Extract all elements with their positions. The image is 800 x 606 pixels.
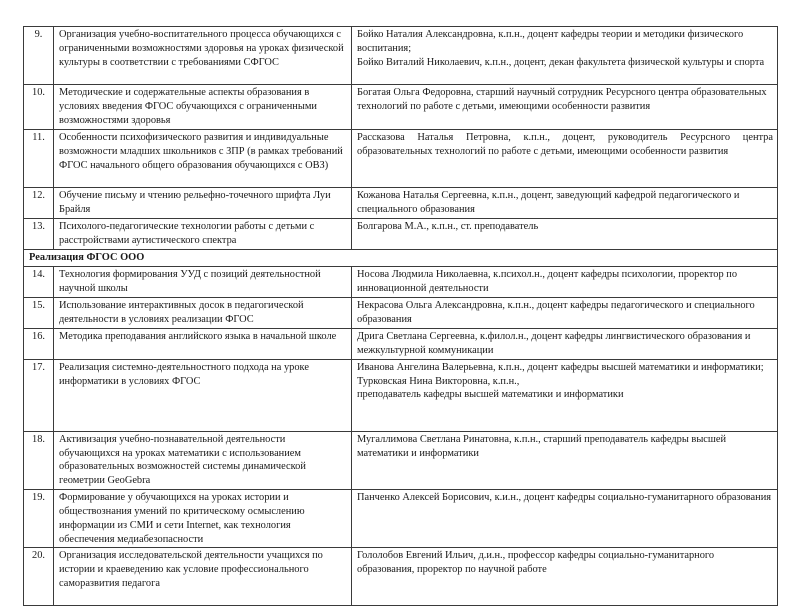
- table-row: [24, 359, 778, 431]
- row-topic: Технология формирования УУД с позиций деятельностной научной школы: [54, 266, 352, 297]
- row-number: 12.: [24, 188, 54, 219]
- table-row: [24, 266, 778, 297]
- row-presenter: Болгарова М.А., к.п.н., ст. преподаватель: [352, 219, 778, 250]
- row-topic: Организация исследовательской деятельности учащихся по истории и краеведению как условие профессионального саморазвития педагога: [54, 548, 352, 606]
- row-number: 13.: [24, 219, 54, 250]
- row-presenter: Гололобов Евгений Ильич, д.и.н., профессор кафедры социально-гуманитарного образования, проректор по научной работе: [352, 548, 778, 606]
- row-presenter: Носова Людмила Николаевна, к.психол.н., доцент кафедры психологии, проректор по инновационной деятельности: [352, 266, 778, 297]
- row-topic: Особенности психофизического развития и индивидуальные возможности младших школьников с ЗПР (в рамках требований ФГОС начального общего образования обучающихся с ОВЗ): [54, 130, 352, 188]
- cell-line: Иванова Ангелина Валерьевна, к.п.н., доцент кафедры высшей математики и информатики;: [357, 361, 764, 373]
- table-row: [24, 188, 778, 219]
- row-topic: Активизация учебно-познавательной деятельности обучающихся на уроках математики с использованием образовательных возможностей системы динамической геометрии GeoGebra: [54, 431, 352, 489]
- row-presenter: Панченко Алексей Борисович, к.и.н., доцент кафедры социально-гуманитарного образования: [352, 490, 778, 548]
- row-topic: Использование интерактивных досок в педагогической деятельности в условиях реализации ФГОС: [54, 297, 352, 328]
- table-row: [24, 130, 778, 188]
- row-number: 16.: [24, 328, 54, 359]
- row-number: 14.: [24, 266, 54, 297]
- row-presenter: Дрига Светлана Сергеевна, к.филол.н., доцент кафедры лингвистического образования и межкультурной коммуникации: [352, 328, 778, 359]
- row-presenter: [352, 27, 778, 85]
- table-row: [24, 85, 778, 130]
- cell-line: Турковская Нина Викторовна, к.п.н.,: [357, 375, 520, 387]
- row-number: 11.: [24, 130, 54, 188]
- table-row: [24, 431, 778, 489]
- table-row: [24, 328, 778, 359]
- row-topic: Методика преподавания английского языка в начальной школе: [54, 328, 352, 359]
- course-topics-table: [23, 26, 778, 606]
- cell-line: Бойко Виталий Николаевич, к.п.н., доцент, декан факультета физической культуры и спорта: [357, 56, 765, 68]
- row-presenter: Богатая Ольга Федоровна, старший научный сотрудник Ресурсного центра образовательных технологий по работе с детьми, имеющими особенности развития: [352, 85, 778, 130]
- row-presenter: Некрасова Ольга Александровна, к.п.н., доцент кафедры педагогического и специального образования: [352, 297, 778, 328]
- cell-line: Бойко Наталия Александровна, к.п.н., доцент кафедры теории и методики физического воспитания;: [357, 29, 746, 54]
- table-row: [24, 219, 778, 250]
- row-topic: Организация учебно-воспитательного процесса обучающихся с ограниченными возможностями здоровья на уроках физической культуры в соответствии с требованиями СФГОС: [54, 27, 352, 85]
- row-number: 17.: [24, 359, 54, 431]
- table-row: [24, 27, 778, 85]
- table-body: [24, 27, 778, 606]
- row-presenter: Кожанова Наталья Сергеевна, к.п.н., доцент, заведующий кафедрой педагогического и специального образования: [352, 188, 778, 219]
- table-section-row: [24, 250, 778, 267]
- row-presenter: Рассказова Наталья Петровна, к.п.н., доцент, руководитель Ресурсного центра образовательных технологий по работе с детьми, имеющими особенности развития: [352, 130, 778, 188]
- row-topic: Психолого-педагогические технологии работы с детьми с расстройствами аутистического спектра: [54, 219, 352, 250]
- row-topic: Обучение письму и чтению рельефно-точечного шрифта Луи Брайля: [54, 188, 352, 219]
- table-row: [24, 490, 778, 548]
- cell-line: преподаватель кафедры высшей математики и информатики: [357, 389, 624, 401]
- row-topic: Формирование у обучающихся на уроках истории и обществознания умений по критическому осмыслению информации из СМИ и сети Internet, как технология обеспечения медиабезопасности: [54, 490, 352, 548]
- row-presenter: Мугаллимова Светлана Ринатовна, к.п.н., старший преподаватель кафедры высшей математики и информатики: [352, 431, 778, 489]
- row-number: 15.: [24, 297, 54, 328]
- row-presenter: [352, 359, 778, 431]
- row-number: 19.: [24, 490, 54, 548]
- table-row: [24, 548, 778, 606]
- section-header-label: Реализация ФГОС ООО: [24, 250, 778, 267]
- row-topic: Методические и содержательные аспекты образования в условиях введения ФГОС обучающихся с ограниченными возможностями здоровья: [54, 85, 352, 130]
- row-topic: Реализация системно-деятельностного подхода на уроке информатики в условиях ФГОС: [54, 359, 352, 431]
- row-number: 9.: [24, 27, 54, 85]
- row-number: 10.: [24, 85, 54, 130]
- table-row: [24, 297, 778, 328]
- row-number: 18.: [24, 431, 54, 489]
- row-number: 20.: [24, 548, 54, 606]
